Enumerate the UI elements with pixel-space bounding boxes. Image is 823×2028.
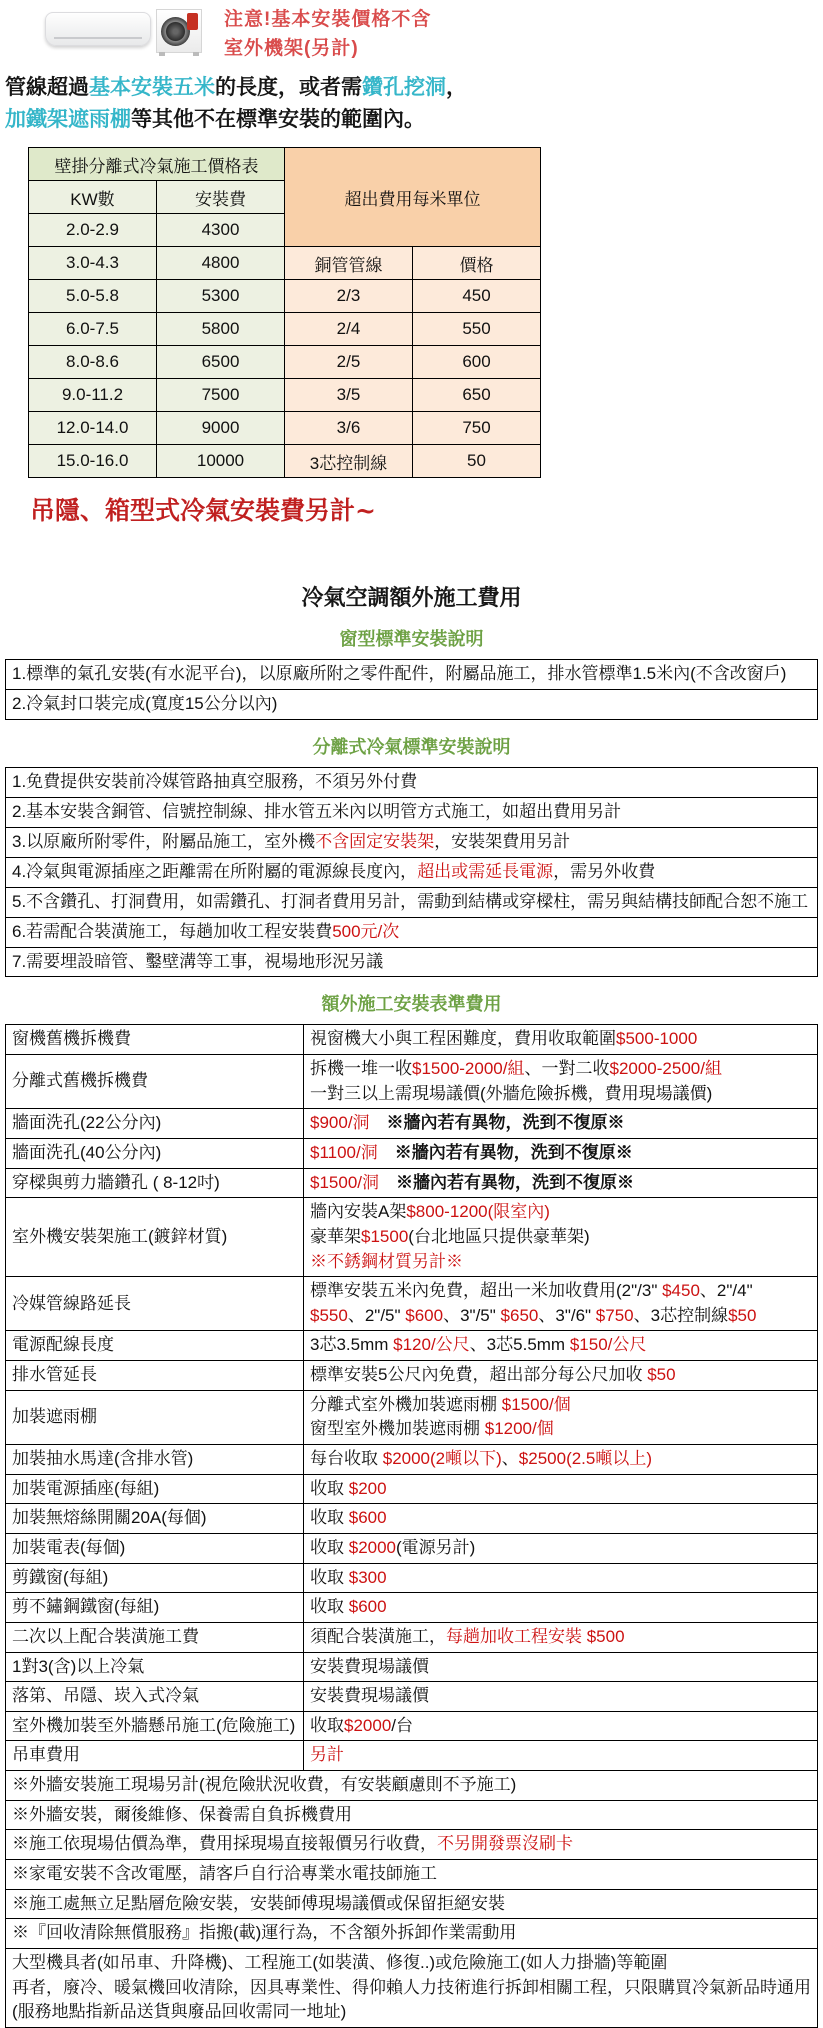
text-run: 另計	[310, 1745, 344, 1765]
fee-row	[6, 1109, 818, 1139]
pipe-cell: 3/5	[285, 379, 413, 412]
kw-cell: 15.0-16.0	[29, 445, 157, 478]
kw-cell: 8.0-8.6	[29, 346, 157, 379]
fee-item-value	[304, 1445, 818, 1475]
text-run: 管線超過	[5, 76, 89, 99]
fee-cell: 5300	[157, 280, 285, 313]
pipe-cell: 3/6	[285, 412, 413, 445]
text-run	[378, 1143, 395, 1162]
fee-item-value	[304, 1055, 818, 1109]
price-row	[29, 280, 541, 313]
text-run: $2000-2500/組	[609, 1059, 722, 1079]
kw-column-header: KW數	[29, 181, 157, 214]
fee-item-label: 剪鐵窗(每組)	[6, 1563, 304, 1593]
text-line	[12, 1803, 811, 1828]
text-line	[310, 1566, 811, 1591]
text-run: 分離式室外機加裝遮雨棚	[310, 1394, 502, 1414]
text-line	[310, 1506, 811, 1531]
text-line	[310, 1333, 811, 1358]
text-run: $1100/洞	[310, 1143, 378, 1162]
text-line	[310, 1684, 811, 1709]
text-run: 的長度，或者需	[215, 76, 362, 99]
fee-row	[6, 1390, 818, 1444]
price-row	[29, 445, 541, 478]
text-run	[370, 1113, 387, 1132]
rule-text	[6, 947, 818, 977]
text-line	[12, 2000, 811, 2025]
text-run: ※不銹鋼材質另計※	[310, 1251, 463, 1271]
text-run: 視窗機大小與工程困難度，費用收取範圍	[310, 1029, 616, 1049]
fee-row	[6, 1139, 818, 1169]
fee-item-value	[304, 1109, 818, 1139]
text-run: 一對三以上需現場議價(外牆危險拆機，費用現場議價)	[310, 1083, 713, 1103]
rule-row	[6, 887, 818, 917]
text-run: $300	[348, 1567, 387, 1587]
text-run: 、3"/6"	[538, 1305, 596, 1325]
text-run: 標準安裝5公尺內免費，超出部分每公尺加收	[310, 1365, 648, 1385]
kw-cell: 3.0-4.3	[29, 247, 157, 280]
note-row	[6, 1860, 818, 1890]
brand-label-icon	[187, 13, 198, 30]
rule-row	[6, 827, 818, 857]
text-run: $200	[348, 1478, 387, 1498]
text-line	[310, 1200, 811, 1225]
text-run: 3.以原廠所附零件，附屬品施工，室外機	[12, 831, 316, 851]
price-cell: 750	[413, 412, 541, 445]
text-run: 拆機一堆一收	[310, 1059, 412, 1079]
text-line	[310, 1417, 811, 1442]
fee-item-value	[304, 1563, 818, 1593]
fee-item-label: 冷媒管線路延長	[6, 1277, 304, 1331]
text-line	[12, 1951, 811, 1976]
text-line	[310, 1714, 811, 1739]
text-run: $150/公尺	[569, 1335, 647, 1355]
kw-cell: 12.0-14.0	[29, 412, 157, 445]
text-line	[12, 1832, 811, 1857]
fee-row	[6, 1474, 818, 1504]
text-line	[12, 1921, 811, 1946]
text-run	[379, 1173, 396, 1192]
price-table-header-row	[29, 148, 541, 181]
text-run: 收取	[310, 1567, 349, 1587]
note-text	[6, 1830, 818, 1860]
fee-row	[6, 1361, 818, 1391]
fee-item-value	[304, 1474, 818, 1504]
fee-row	[6, 1055, 818, 1109]
text-line	[310, 1655, 811, 1680]
text-run: (台北地區只提供豪華架)	[408, 1226, 590, 1246]
installation-notice	[224, 5, 431, 64]
fee-cell: 7500	[157, 379, 285, 412]
text-line	[310, 1477, 811, 1502]
price-row	[29, 412, 541, 445]
rule-text	[6, 917, 818, 947]
fee-cell: 5800	[157, 313, 285, 346]
split-type-heading: 分離式冷氣標準安裝說明	[312, 736, 511, 757]
note-row	[6, 1889, 818, 1919]
fee-item-label: 二次以上配合裝潢施工費	[6, 1622, 304, 1652]
rule-text	[6, 797, 818, 827]
fee-row	[6, 1198, 818, 1277]
text-run: 、	[501, 1449, 519, 1469]
text-run: $50	[647, 1365, 676, 1385]
text-run: 標準安裝五米內免費，超出一米加收費用(2"/3"	[310, 1281, 663, 1301]
fee-column-header: 安裝費	[157, 181, 285, 214]
fee-item-value	[304, 1652, 818, 1682]
pipe-cell: 銅管管線	[285, 247, 413, 280]
fan-grille-icon	[161, 17, 190, 46]
price-row	[29, 313, 541, 346]
text-run: $600	[348, 1508, 387, 1528]
text-run: $600	[348, 1597, 387, 1617]
note-text	[6, 1771, 818, 1801]
fee-row	[6, 1652, 818, 1682]
fee-item-value	[304, 1139, 818, 1169]
note-text	[6, 1889, 818, 1919]
outdoor-ac-unit-image	[156, 9, 202, 53]
text-run: 1.標準的氣孔安裝(有水泥平台)，以原廠所附之零件配件，附屬品施工，排水管標準1.5米內(不含改窗戶)	[12, 664, 787, 683]
kw-cell: 9.0-11.2	[29, 379, 157, 412]
fee-cell: 4300	[157, 214, 285, 247]
text-line	[310, 1595, 811, 1620]
pipe-cell: 2/3	[285, 280, 413, 313]
text-run: 收取	[310, 1508, 349, 1528]
fee-item-value	[304, 1331, 818, 1361]
kw-cell: 2.0-2.9	[29, 214, 157, 247]
text-run: ※牆內若有異物，洗到不復原※	[386, 1113, 625, 1133]
text-run: 安裝費現場議價	[310, 1686, 429, 1706]
text-run: $1200/個	[484, 1419, 554, 1439]
text-run: 收取	[310, 1597, 349, 1617]
price-table-title: 壁掛分離式冷氣施工價格表	[29, 148, 285, 181]
text-run: $2000	[344, 1715, 392, 1735]
text-run: 2.冷氣封口裝完成(寬度15公分以內)	[12, 693, 278, 713]
fee-item-value	[304, 1390, 818, 1444]
text-run: 加鐵架遮雨棚	[5, 107, 131, 131]
extra-fee-table	[5, 1024, 818, 2027]
text-run: ※外牆安裝施工現場另計(視危險狀況收費，有安裝顧慮則不予施工)	[12, 1775, 517, 1795]
fee-item-value	[304, 1593, 818, 1623]
text-run: $750	[595, 1305, 634, 1325]
price-cell: 價格	[413, 247, 541, 280]
text-line	[310, 1225, 811, 1250]
note-row	[6, 1919, 818, 1949]
text-run: ※家電安裝不含改電壓，請客戶自行洽專業水電技師施工	[12, 1864, 437, 1884]
text-line	[310, 1363, 811, 1388]
note-row	[6, 1948, 818, 2027]
section-title: 冷氣空調額外施工費用	[301, 585, 522, 610]
text-line	[310, 1250, 811, 1275]
text-run: 、3芯控制線	[633, 1305, 729, 1325]
text-run: ※施工處無立足點層危險安裝，安裝師傅現場議價或保留拒絕安裝	[12, 1893, 505, 1913]
notice-line-1: 注意!基本安裝價格不含	[224, 9, 432, 30]
text-run: 豪華架	[310, 1226, 361, 1246]
note-text	[6, 1860, 818, 1890]
price-table-extra-header: 超出費用每米單位	[285, 148, 541, 247]
text-run: $120/公尺	[393, 1335, 470, 1355]
fee-item-label: 排水管延長	[6, 1361, 304, 1391]
text-run: ※牆內若有異物，洗到不復原※	[396, 1172, 634, 1192]
split-standard-rules-table	[5, 767, 818, 978]
text-run: ，安裝架費用另計	[434, 831, 571, 851]
text-line	[310, 1027, 811, 1052]
fee-item-label: 加裝無熔絲開關20A(每個)	[6, 1504, 304, 1534]
text-run: 等其他不在標準安裝的範圍內。	[131, 107, 425, 131]
text-run: $2500(2.5噸以上)	[518, 1449, 653, 1469]
rule-row	[6, 917, 818, 947]
text-line	[310, 1279, 811, 1328]
text-run: $450	[662, 1281, 700, 1301]
text-run: 每趟加收工程安裝 $500	[446, 1626, 625, 1646]
text-run: 5.不含鑽孔、打洞費用，如需鑽孔、打洞者費用另計，需動到結構或穿樑柱，需另與結構技師配合恕不施工	[12, 891, 809, 911]
text-line	[310, 1536, 811, 1561]
text-run: $2000	[348, 1537, 397, 1557]
fee-item-label: 剪不鏽鋼鐵窗(每組)	[6, 1593, 304, 1623]
text-run: $50	[728, 1305, 757, 1325]
text-run: $1500/洞	[310, 1172, 379, 1192]
text-run: 須配合裝潢施工，	[310, 1626, 446, 1646]
fee-cell: 9000	[157, 412, 285, 445]
text-run: 、3"/5"	[443, 1305, 501, 1325]
text-run: 不含固定安裝架	[315, 831, 435, 851]
text-run: ※牆內若有異物，洗到不復原※	[394, 1143, 633, 1162]
text-run: ※『回收清除無償服務』指搬(載)運行為，不含額外拆卸作業需動用	[12, 1923, 517, 1943]
pipe-cell: 3芯控制線	[285, 445, 413, 478]
fee-item-value	[304, 1198, 818, 1277]
fee-item-label: 吊車費用	[6, 1741, 304, 1771]
rule-row	[6, 689, 818, 719]
text-line	[310, 1625, 811, 1650]
indoor-ac-unit-image	[45, 12, 151, 46]
text-run: 、一對二收	[524, 1059, 610, 1079]
text-run: $900/洞	[310, 1113, 370, 1133]
fee-item-label: 加裝抽水馬達(含排水管)	[6, 1445, 304, 1475]
note-text	[6, 1948, 818, 2027]
text-run: $1500	[361, 1226, 409, 1246]
text-line	[12, 1892, 811, 1917]
text-line	[5, 104, 823, 136]
text-line	[310, 1447, 811, 1472]
rule-text	[6, 887, 818, 917]
note-row	[6, 1830, 818, 1860]
fee-row	[6, 1277, 818, 1331]
text-run: $500-1000	[616, 1029, 698, 1049]
fee-item-label: 加裝電表(每個)	[6, 1533, 304, 1563]
text-run: 窗型室外機加裝遮雨棚	[310, 1419, 485, 1439]
ceiling-cabinet-note: 吊隱、箱型式冷氣安裝費另計~	[30, 496, 376, 525]
text-run: 7.需要埋設暗管、鑿壁溝等工事，視場地形況另議	[12, 951, 384, 971]
rule-text	[6, 660, 818, 690]
text-line	[310, 1111, 811, 1136]
text-run: /台	[391, 1715, 414, 1735]
text-run: ，需另外收費	[553, 861, 656, 881]
fee-item-value	[304, 1277, 818, 1331]
rule-row	[6, 767, 818, 797]
fee-item-value	[304, 1682, 818, 1712]
text-run: 、2"/5"	[347, 1305, 406, 1325]
fee-item-value	[304, 1533, 818, 1563]
fee-item-label: 加裝電源插座(每組)	[6, 1474, 304, 1504]
text-line	[310, 1057, 811, 1082]
fee-row	[6, 1593, 818, 1623]
text-run: (電源另計)	[396, 1537, 476, 1557]
text-run: ，	[446, 76, 467, 99]
fee-item-label: 分離式舊機拆機費	[6, 1055, 304, 1109]
pipe-cell: 2/5	[285, 346, 413, 379]
text-run: $1500/個	[501, 1394, 571, 1414]
fee-cell: 4800	[157, 247, 285, 280]
price-row	[29, 346, 541, 379]
text-run: 收取	[310, 1715, 344, 1735]
text-run: 基本安裝五米	[89, 76, 215, 99]
text-run: $650	[500, 1305, 539, 1325]
fee-cell: 10000	[157, 445, 285, 478]
text-run: 牆內安裝A架	[310, 1202, 407, 1222]
text-line	[310, 1393, 811, 1418]
text-run: ※施工依現場估價為準，費用採現場直接報價另行收費，	[12, 1834, 437, 1854]
fee-item-label: 室外機加裝至外牆懸吊施工(危險施工)	[6, 1711, 304, 1741]
text-run: 4.冷氣與電源插座之距離需在所附屬的電源線長度內，	[12, 861, 418, 881]
text-run: 收取	[310, 1478, 349, 1498]
text-run: 、2"/4"	[699, 1281, 753, 1301]
fee-item-value	[304, 1622, 818, 1652]
note-text	[6, 1919, 818, 1949]
text-run: 收取	[310, 1537, 349, 1557]
text-line	[310, 1171, 811, 1196]
text-line	[12, 1976, 811, 2001]
kw-cell: 6.0-7.5	[29, 313, 157, 346]
text-run: $800-1200(限室內)	[406, 1202, 550, 1222]
text-run: $2000(2噸以下)	[382, 1449, 502, 1469]
text-run: 安裝費現場議價	[310, 1656, 429, 1676]
text-run: $1500-2000/組	[412, 1059, 525, 1079]
text-run: 500元/次	[332, 921, 400, 941]
fee-item-label: 加裝遮雨棚	[6, 1390, 304, 1444]
fee-item-label: 穿樑與剪力牆鑽孔 ( 8-12吋)	[6, 1168, 304, 1198]
fee-row	[6, 1622, 818, 1652]
fee-item-label: 電源配線長度	[6, 1331, 304, 1361]
note-row	[6, 1800, 818, 1830]
fee-item-label: 牆面洗孔(22公分內)	[6, 1109, 304, 1139]
rule-text	[6, 767, 818, 797]
price-row	[29, 379, 541, 412]
text-run: $550	[310, 1305, 348, 1325]
fee-row	[6, 1331, 818, 1361]
text-run: 大型機具者(如吊車、升降機)、工程施工(如裝潢、修復..)或危險施工(如人力掛牆)等範圍	[12, 1952, 668, 1972]
price-cell: 50	[413, 445, 541, 478]
fee-item-value	[304, 1168, 818, 1198]
intro-paragraph	[5, 72, 823, 135]
fee-item-value	[304, 1741, 818, 1771]
rule-text	[6, 689, 818, 719]
kw-cell: 5.0-5.8	[29, 280, 157, 313]
note-text	[6, 1800, 818, 1830]
text-run: $600	[405, 1305, 444, 1325]
fee-item-value	[304, 1025, 818, 1055]
rule-row	[6, 947, 818, 977]
extra-fees-heading: 額外施工安裝表準費用	[321, 994, 502, 1015]
fee-row	[6, 1563, 818, 1593]
price-cell: 550	[413, 313, 541, 346]
fee-item-label: 窗機舊機拆機費	[6, 1025, 304, 1055]
rule-text	[6, 857, 818, 887]
fee-item-value	[304, 1504, 818, 1534]
unit-legs	[159, 52, 199, 56]
text-line	[12, 1862, 811, 1887]
fee-row	[6, 1682, 818, 1712]
rule-text	[6, 827, 818, 857]
text-run: 1.免費提供安裝前冷媒管路抽真空服務，不須另外付費	[12, 771, 418, 791]
window-standard-rules-table	[5, 659, 818, 720]
price-row	[29, 247, 541, 280]
rule-row	[6, 857, 818, 887]
price-cell: 600	[413, 346, 541, 379]
window-type-heading: 窗型標準安裝說明	[339, 629, 484, 649]
text-run: 不另開發票沒刷卡	[437, 1834, 573, 1854]
fee-row	[6, 1025, 818, 1055]
fee-row	[6, 1168, 818, 1198]
fee-item-value	[304, 1711, 818, 1741]
text-run: 鑽孔挖洞	[362, 76, 446, 99]
pipe-cell: 2/4	[285, 313, 413, 346]
text-run: ※外牆安裝，爾後維修、保養需自負拆機費用	[12, 1804, 352, 1824]
note-row	[6, 1771, 818, 1801]
text-line	[310, 1141, 811, 1166]
text-run: 6.若需配合裝潢施工，每趟加收工程安裝費	[12, 921, 333, 941]
text-run: 再者，廢冷、暖氣機回收清除，因具專業性、得仰賴人力技術進行拆卸相關工程，只限購買冷氣新品時通用	[12, 1977, 811, 1997]
text-run: (服務地點指新品送貨與廢品回收需同一地址)	[12, 2002, 347, 2022]
rule-row	[6, 660, 818, 690]
text-line	[310, 1082, 811, 1107]
text-run: 每台收取	[310, 1449, 383, 1469]
fee-item-label: 牆面洗孔(40公分內)	[6, 1139, 304, 1169]
text-line	[310, 1743, 811, 1768]
fee-item-value	[304, 1361, 818, 1391]
fee-item-label: 落第、吊隱、崁入式冷氣	[6, 1682, 304, 1712]
rule-row	[6, 797, 818, 827]
text-run: 3芯3.5mm	[310, 1335, 394, 1355]
price-cell: 650	[413, 379, 541, 412]
fee-row	[6, 1504, 818, 1534]
notice-line-2: 室外機架(另計)	[224, 38, 359, 60]
header	[0, 0, 823, 64]
text-line	[12, 1773, 811, 1798]
fee-item-label: 1對3(含)以上冷氣	[6, 1652, 304, 1682]
text-run: 2.基本安裝含銅管、信號控制線、排水管五米內以明管方式施工，如超出費用另計	[12, 801, 622, 821]
price-cell: 450	[413, 280, 541, 313]
fee-cell: 6500	[157, 346, 285, 379]
text-line	[5, 72, 823, 104]
fee-row	[6, 1741, 818, 1771]
text-run: 超出或需延長電源	[417, 861, 554, 881]
fee-row	[6, 1445, 818, 1475]
fee-row	[6, 1533, 818, 1563]
fee-row	[6, 1711, 818, 1741]
price-table	[28, 147, 541, 478]
text-run: 、3芯5.5mm	[469, 1335, 570, 1355]
fee-item-label: 室外機安裝架施工(鍍鋅材質)	[6, 1198, 304, 1277]
